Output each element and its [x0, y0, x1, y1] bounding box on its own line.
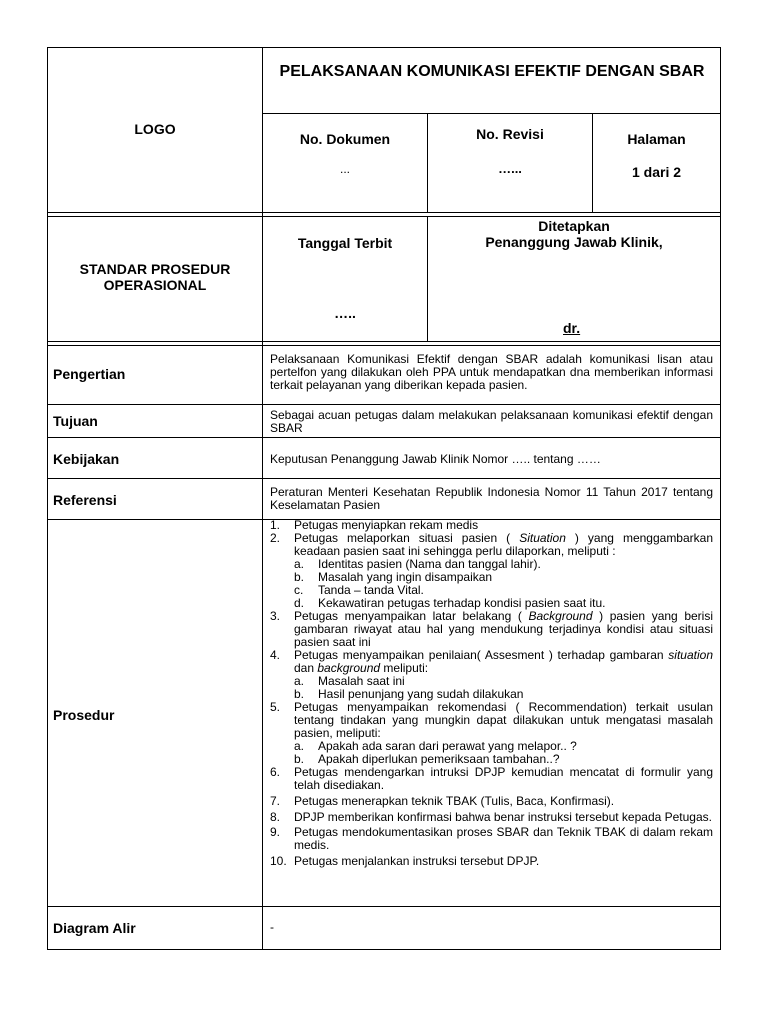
list-item: 6. Petugas mendengarkan intruksi DPJP kemudian mencatat di formulir yang telah disediakan.	[270, 765, 713, 792]
list-item: a. Identitas pasien (Nama dan tanggal lahir).	[294, 557, 541, 571]
pengertian-label: Pengertian	[53, 366, 126, 382]
tujuan-label: Tujuan	[53, 413, 98, 429]
list-item: 5. Petugas menyampaikan rekomendasi ( Recommendation) terkait usulan tentang tindakan yang mungkin dapat dilakukan untuk mengatasi masalah pasien, meliputi: a. Apakah ada saran dari perawat yang melapor.. ? b. Apakah diperlukan pemeriksaan tambahan..?	[270, 700, 713, 766]
referensi-text: Peraturan Menteri Kesehatan Republik Indonesia Nomor 11 Tahun 2017 tentang Keselamatan Pasien	[270, 485, 713, 512]
list-item: c. Tanda – tanda Vital.	[294, 583, 424, 597]
list-item: a. Apakah ada saran dari perawat yang melapor.. ?	[294, 739, 577, 753]
list-item: 4. Petugas menyampaikan penilaian( Assesment ) terhadap gambaran situation dan background meliputi: a. Masalah saat ini b. Hasil penunjang yang sudah dilakukan	[270, 648, 713, 701]
referensi-label: Referensi	[53, 492, 117, 508]
logo-placeholder: LOGO	[134, 121, 176, 137]
no-revisi-value: …...	[498, 161, 522, 176]
list-item: 9. Petugas mendokumentasikan proses SBAR dan Teknik TBAK di dalam rekam medis.	[270, 825, 713, 852]
list-item: 1. Petugas menyiapkan rekam medis	[270, 518, 479, 532]
list-item: 2. Petugas melaporkan situasi pasien ( Situation ) yang menggambarkan keadaan pasien saat ini sehingga perlu dilaporkan, meliputi : a. Identitas pasien (Nama dan tanggal lahir). b. Masalah yang ingin disampaikan c. Tanda – tanda Vital. d. Kekawatiran petugas terhadap kondisi pasien saat itu.	[270, 531, 714, 610]
penanggung-jawab-label: Penanggung Jawab Klinik,	[485, 234, 663, 250]
list-item: a. Masalah saat ini	[294, 674, 405, 688]
list-item: 3. Petugas menyampaikan latar belakang ( Background ) pasien yang berisi gambaran riwayat atau hal yang mendukung terjadinya kondisi atau situasi pasien saat ini	[270, 609, 713, 649]
halaman-value: 1 dari 2	[631, 164, 682, 180]
tujuan-text: Sebagai acuan petugas dalam melakukan pelaksanaan komunikasi efektif dengan SBAR	[270, 408, 713, 435]
no-dokumen-label: No. Dokumen	[299, 131, 391, 147]
halaman-label: Halaman	[627, 131, 686, 147]
list-item: b. Apakah diperlukan pemeriksaan tambahan..?	[294, 752, 560, 766]
prosedur-label: Prosedur	[53, 707, 115, 723]
diagram-alir-label: Diagram Alir	[53, 920, 136, 936]
document-title: PELAKSANAAN KOMUNIKASI EFEKTIF DENGAN SBAR	[279, 63, 705, 80]
list-item: 7. Petugas menerapkan teknik TBAK (Tulis, Baca, Konfirmasi).	[270, 794, 615, 808]
diagram-alir-text: -	[270, 920, 274, 934]
list-item: 10. Petugas menjalankan instruksi tersebut DPJP.	[270, 854, 540, 868]
list-item: d. Kekawatiran petugas terhadap kondisi pasien saat itu.	[294, 596, 606, 610]
kebijakan-label: Kebijakan	[53, 451, 120, 467]
prosedur-list	[270, 519, 713, 868]
no-dokumen-value: ...	[339, 162, 350, 176]
list-item: b. Hasil penunjang yang sudah dilakukan	[294, 687, 524, 701]
list-item: 8. DPJP memberikan konfirmasi bahwa benar instruksi tersebut kepada Petugas.	[270, 810, 712, 824]
tanggal-terbit-label: Tanggal Terbit	[297, 235, 393, 251]
sop-label: STANDAR PROSEDUR OPERASIONAL	[79, 261, 231, 293]
no-revisi-label: No. Revisi	[476, 126, 544, 142]
kebijakan-text: Keputusan Penanggung Jawab Klinik Nomor ….. tentang ……	[270, 452, 601, 466]
list-item: b. Masalah yang ingin disampaikan	[294, 570, 493, 584]
pengertian-text: Pelaksanaan Komunikasi Efektif dengan SBAR adalah komunikasi lisan atau pertelfon yang dilakukan oleh PPA untuk mendapatkan dna memberikan informasi terkait pelayanan yang diberikan kepada pasien.	[270, 352, 713, 392]
tanggal-terbit-value: …..	[334, 305, 356, 321]
signer-name: dr.	[563, 320, 581, 336]
ditetapkan-label: Ditetapkan	[538, 218, 610, 234]
